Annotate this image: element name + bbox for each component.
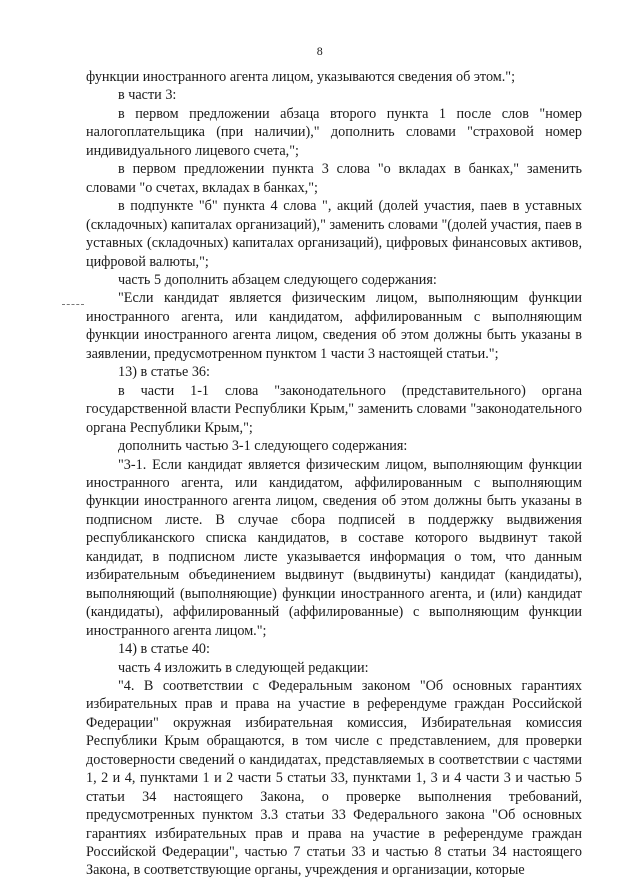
- paragraph: 14) в статье 40:: [118, 641, 210, 658]
- paragraph: "3-1. Если кандидат является физическим лицом, выполняющим функции иностранного агента, или кандидатом, аффилированным с выполняющим функции иностранного агента лицом, сведения об этом должны быть указаны в подписном листе. В случае сбора подписей в поддержку выдвижения республиканского списка кандидатов, в составе которого выдвинут такой кандидат, в подписном листе указывается информация о том, что данным избирательным объединением выдвинут (выдвинуты) кандидат (кандидаты), выполняющий (выполняющие) функции иностранного агента, и (или) кандидат (кандидаты), аффилированный (аффилированные) с выполняющим функции иностранного агента лицом.";: [86, 456, 582, 639]
- paragraph: часть 5 дополнить абзацем следующего содержания:: [118, 271, 437, 288]
- paragraph: 13) в статье 36:: [118, 364, 210, 381]
- paragraph: часть 4 изложить в следующей редакции:: [118, 659, 369, 676]
- paragraph: в первом предложении абзаца второго пункта 1 после слов "номер налогоплательщика (при наличии)," дополнить словами "страховой номер индивидуального лицевого счета,";: [86, 105, 582, 159]
- document-body: [86, 68, 582, 880]
- paragraph: "4. В соответствии с Федеральным законом "Об основных гарантиях избирательных прав и права на участие в референдуме граждан Российской Федерации" окружная избирательная комиссия, Избирательная комиссия Республики Крым обращаются, в том числе с представлением, для проверки достоверности сведений о кандидатах, представляемых в соответствии с частями 1, 2 и 4, пунктами 1 и 2 части 5 статьи 33, пунктами 1, 3 и 4 части 3 и частью 5 статьи 34 настоящего Закона, о проверке выполнения требований, предусмотренных пунктом 3.3 статьи 33 Федерального закона "Об основных гарантиях избирательных прав и права на участие в референдуме граждан Российской Федерации", частью 7 статьи 33 и частью 8 статьи 34 настоящего Закона, в соответствующие органы, учреждения и организации, которые: [86, 677, 582, 879]
- page-number: 8: [316, 44, 324, 58]
- paragraph: в части 1-1 слова "законодательного (представительного) органа государственной власти Республики Крым," заменить словами "законодательного органа Республики Крым,";: [86, 382, 582, 436]
- paragraph: "Если кандидат является физическим лицом, выполняющим функции иностранного агента, или кандидатом, аффилированным с выполняющим функции иностранного агента лицом, сведения об этом должны быть указаны в заявлении, предусмотренном пунктом 1 части 3 настоящей статьи.";: [86, 290, 582, 362]
- paragraph: функции иностранного агента лицом, указываются сведения об этом.";: [86, 69, 516, 85]
- paragraph: в первом предложении пункта 3 слова "о вкладах в банках," заменить словами "о счетах, вкладах в банках,";: [86, 161, 582, 196]
- paragraph: в части 3:: [118, 87, 177, 104]
- paragraph: дополнить частью 3-1 следующего содержания:: [118, 438, 408, 455]
- paragraph: в подпункте "б" пункта 4 слова ", акций (долей участия, паев в уставных (складочных) капиталах организаций)," заменить словами "(долей участия, паев в уставных (складочных) капиталах организаций), цифровых финансовых активов, цифровой валюты,";: [86, 198, 582, 270]
- margin-dash-mark: [62, 304, 84, 307]
